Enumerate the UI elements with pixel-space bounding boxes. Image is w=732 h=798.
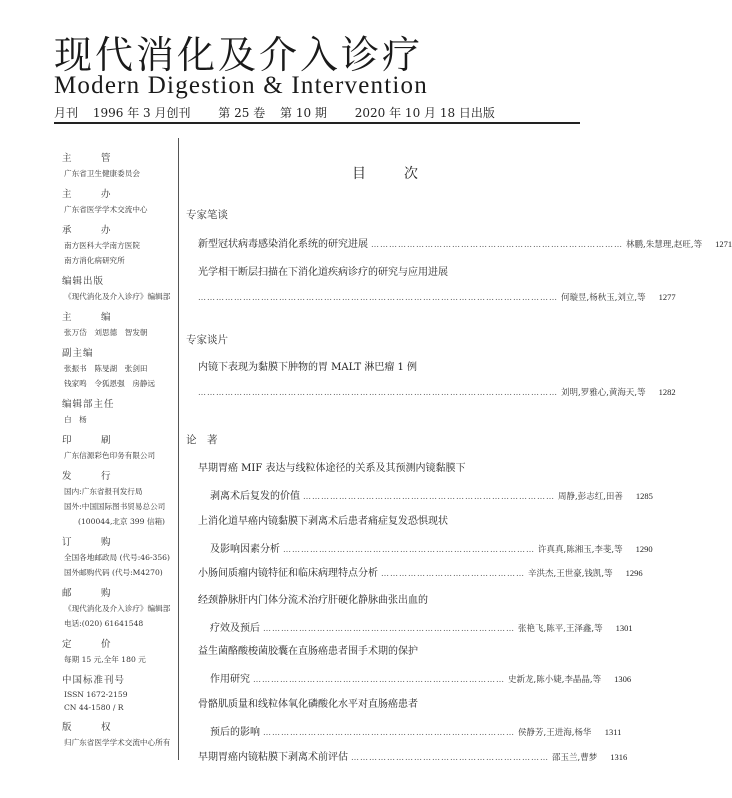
toc-entry-authors: 辛洪杰,王世豪,钱凯,等 [528,569,613,579]
toc-entry-page: 1290 [635,544,653,554]
leader-dots: ………………………………………………………………………… [283,545,535,554]
issue-info [54,104,506,121]
toc-entry-title-cont: 疗效及预后 [210,623,260,634]
credit-heading: 副主编 [62,348,94,359]
credit-heading: 印 刷 [62,435,121,446]
credit-value: 《现代消化及介入诊疗》编辑部 [64,292,171,301]
toc-entry-title: 益生菌酪酸梭菌胶囊在直肠癌患者围手术期的保护 [198,646,418,657]
credit-value: 南方医科大学南方医院 [64,241,140,250]
toc-entry-title: 光学相干断层扫描在下消化道疾病诊疗的研究与应用进展 [198,267,448,278]
issue-frequency: 月刊 [54,106,79,120]
credit-heading: 编辑出版 [62,276,105,287]
toc-entry-title: 上消化道早癌内镜黏膜下剥离术后患者痛症复发恐惧现状 [198,516,448,527]
toc-section-heading: 专家笔谈 [186,209,228,221]
credit-value: 《现代消化及介入诊疗》编辑部 [64,604,171,613]
toc-entry[interactable] [198,642,632,685]
toc-entry-authors: 周静,彭志红,田善 [558,492,623,502]
credit-value: 南方消化病研究所 [64,256,125,265]
header-rule [54,122,580,124]
credit-value: 全国各地邮政局 (代号:46-356) [64,553,170,562]
toc-entry-authors: 史新龙,陈小婕,李晶晶,等 [508,675,602,685]
credit-value: 钱家鸣 令狐恩强 房静远 [64,379,156,388]
credit-heading: 定 价 [62,639,121,650]
toc-entry[interactable] [198,591,633,634]
leader-dots: ………………………………………………………………………… [263,728,515,737]
credit-heading: 版 权 [62,722,121,733]
toc-entry[interactable] [198,564,643,579]
toc-entry-authors: 邵玉兰,曹梦 [552,753,598,763]
credit-heading: 编辑部主任 [62,399,115,410]
toc-title: 目 次 [352,166,430,182]
credit-value: CN 44-1580 / R [64,703,124,712]
toc-entry-authors: 张艳飞,陈平,王泽鑫,等 [518,624,603,634]
credit-heading: 承 办 [62,225,121,236]
credit-value: 归广东省医学学术交流中心所有 [64,738,171,747]
toc-entry[interactable] [198,358,676,398]
leader-dots: ………………………………………………………………………………………………………… [198,293,558,302]
credit-heading: 邮 购 [62,588,121,599]
toc-entry-page: 1277 [658,292,676,302]
toc-section-heading: 专家谈片 [186,334,228,346]
toc-entry-title-cont: 作用研究 [210,674,250,685]
toc-entry-title-cont: 预后的影响 [210,727,260,738]
toc-entry[interactable] [198,263,676,303]
toc-entry-authors: 刘明,罗雅心,黄海天,等 [561,388,646,398]
toc-entry-authors: 何璇昱,杨秋玉,刘立,等 [561,293,646,303]
credit-value: ISSN 1672-2159 [64,690,128,699]
leader-dots: ………………………………………………………………………………………………………… [198,388,558,397]
toc-entry-authors: 许真真,陈湘玉,李斐,等 [538,545,623,555]
toc-entry-page: 1282 [658,387,676,397]
credit-value: 国内:广东省报刊发行局 [64,487,143,496]
toc-entry-page: 1311 [604,727,622,737]
toc-entry[interactable] [198,512,653,555]
toc-entry-title-cont: 剥离术后复发的价值 [210,491,300,502]
credit-value: 张万岱 刘思德 智发朝 [64,328,148,337]
credit-value: 张振书 陈旻湖 张剑田 [64,364,148,373]
toc-entry-page: 1285 [635,491,653,501]
toc-entry-title: 骨骼肌质量和线粒体氧化磷酸化水平对直肠癌患者 [198,699,418,710]
credit-value: 每期 15 元,全年 180 元 [64,655,146,664]
issue-date: 2020 年 10 月 18 日出版 [354,106,495,120]
credit-heading: 主 办 [62,189,121,200]
issue-volume: 第 25 卷 [218,106,266,120]
credit-heading: 发 行 [62,471,121,482]
leader-dots: ………………………………………………………………………… [303,492,555,501]
toc-entry-title: 小肠间质瘤内镜特征和临床病理特点分析 [198,568,378,579]
toc-entry-page: 1271 [715,239,732,249]
credit-heading: 中国标准刊号 [62,675,126,686]
toc-entry[interactable] [198,235,732,250]
credit-value: (100044,北京 399 信箱) [78,517,166,526]
credit-value: 白 杨 [64,415,87,424]
credit-value: 广东省医学学术交流中心 [64,205,148,214]
credit-value: 电话:(020) 61641548 [64,619,144,628]
credit-heading: 主 编 [62,312,121,323]
toc-entry[interactable] [198,695,622,738]
toc-entry-title: 早期胃癌 MIF 表达与线粒体途径的关系及其预测内镜黏膜下 [198,463,466,474]
leader-dots: ………………………………………………………………………… [263,624,515,633]
toc-section-heading: 论 著 [186,434,218,446]
column-divider [178,138,179,760]
issue-founded: 1996 年 3 月创刊 [92,106,191,120]
credit-value: 国外邮购代码 (代号:M4270) [64,568,163,577]
toc-entry-page: 1306 [614,674,632,684]
issue-number: 第 10 期 [280,106,327,120]
toc-entry[interactable] [198,748,628,763]
toc-entry[interactable] [198,459,653,502]
toc-entry-page: 1301 [615,623,633,633]
leader-dots: ………………………………………………………… [351,753,549,762]
leader-dots: ………………………………………………………………………… [253,675,505,684]
credit-heading: 主 管 [62,153,121,164]
credits-column [62,150,174,755]
journal-title: 现代消化及介入诊疗 [54,33,424,77]
credit-value: 广东信源彩色印务有限公司 [64,451,156,460]
toc-entry-title-cont: 及影响因素分析 [210,544,280,555]
toc-entry-title: 新型冠状病毒感染消化系统的研究进展 [198,239,368,250]
journal-title-en: Modern Digestion & Intervention [54,72,428,99]
toc-entry-authors: 侯静芳,王进海,杨华 [518,728,592,738]
toc-entry-title: 内镜下表现为黏膜下肿物的胃 MALT 淋巴瘤 1 例 [198,362,418,373]
toc-entry-authors: 林鹏,朱慧理,赵旺,等 [626,240,703,250]
credit-heading: 订 购 [62,537,121,548]
toc-entry-page: 1316 [610,752,628,762]
toc-entry-title: 早期胃癌内镜粘膜下剥离术前评估 [198,752,348,763]
credit-value: 国外:中国国际图书贸易总公司 [64,502,166,511]
toc-entry-title: 经颈静脉肝内门体分流术治疗肝硬化静脉曲张出血的 [198,595,428,606]
leader-dots: ………………………………………… [381,569,525,578]
toc-entry-page: 1296 [625,568,643,578]
leader-dots: ………………………………………………………………………… [371,240,623,249]
credit-value: 广东省卫生健康委员会 [64,169,140,178]
